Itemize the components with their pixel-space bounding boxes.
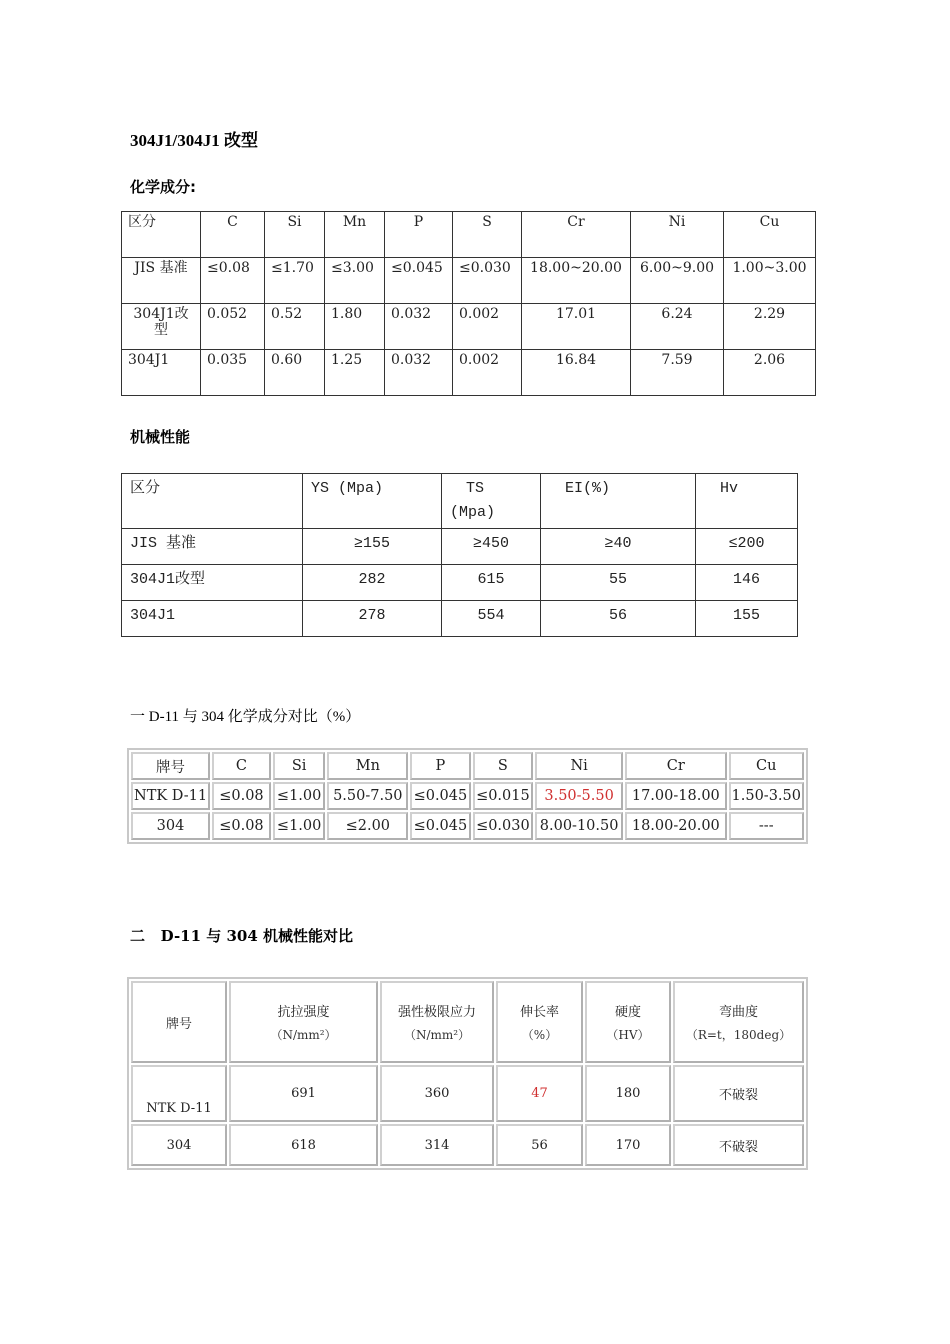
header-cell <box>496 981 583 1063</box>
header-cell: C <box>212 752 271 780</box>
table-cell: 56 <box>496 1124 583 1166</box>
row-label: 304J1改型 <box>122 304 201 350</box>
header-cell: Mn <box>325 212 385 258</box>
row-label: NTK D-11 <box>131 1065 227 1122</box>
table-cell: ≤0.030 <box>453 258 522 304</box>
table-cell: ≤1.00 <box>273 812 326 840</box>
table-cell: 1.50-3.50 <box>729 782 804 810</box>
table-cell: 0.052 <box>201 304 265 350</box>
table-cell: 278 <box>303 601 442 637</box>
table-cell: 17.00-18.00 <box>625 782 726 810</box>
table-cell: 0.60 <box>265 350 325 396</box>
table-cell: 1.80 <box>325 304 385 350</box>
table-row <box>122 601 798 637</box>
table-cell: ≤0.08 <box>212 782 271 810</box>
table-row <box>122 565 798 601</box>
table-cell: 0.035 <box>201 350 265 396</box>
table-cell: 17.01 <box>522 304 631 350</box>
table-header-row <box>122 474 798 529</box>
table-cell: 618 <box>229 1124 378 1166</box>
mech-section-heading: 机械性能 <box>130 428 191 446</box>
row-label: 304J1 <box>122 601 303 637</box>
header-cell: P <box>410 752 470 780</box>
table-cell: 8.00-10.50 <box>535 812 623 840</box>
table-cell: 6.00~9.00 <box>631 258 724 304</box>
table-cell: ≥40 <box>541 529 696 565</box>
table-cell: --- <box>729 812 804 840</box>
header-cell <box>673 981 804 1063</box>
header-unit: （N/mm²） <box>403 1028 471 1042</box>
table-cell: ≥155 <box>303 529 442 565</box>
header-cell: S <box>473 752 533 780</box>
table-row <box>131 1065 804 1122</box>
header-unit: （N/mm²） <box>270 1028 337 1042</box>
table-cell: 不破裂 <box>673 1124 804 1166</box>
header-label: 硬度 <box>614 1005 641 1020</box>
table-cell: 0.002 <box>453 350 522 396</box>
table-cell: 56 <box>541 601 696 637</box>
table-cell: 360 <box>380 1065 494 1122</box>
table-cell: 18.00-20.00 <box>625 812 726 840</box>
table-cell: 691 <box>229 1065 378 1122</box>
header-unit: （%） <box>521 1028 558 1042</box>
header-label: 抗拉强度 <box>277 1005 330 1020</box>
table-cell: ≤1.00 <box>273 782 326 810</box>
d11-304-mech-comparison-table <box>127 977 808 1170</box>
table-cell: 18.00~20.00 <box>522 258 631 304</box>
header-cell: YS (Mpa) <box>303 474 442 529</box>
table-cell: 7.59 <box>631 350 724 396</box>
header-cell <box>585 981 671 1063</box>
header-unit: （HV） <box>606 1028 650 1042</box>
row-label: JIS 基准 <box>122 258 201 304</box>
table-cell: ≤0.015 <box>473 782 533 810</box>
table-row <box>122 304 816 350</box>
header-label: 伸长率 <box>519 1005 559 1020</box>
header-cell: Hv <box>696 474 798 529</box>
header-cell: 区分 <box>122 474 303 529</box>
row-label: 304 <box>131 812 210 840</box>
table-cell: 170 <box>585 1124 671 1166</box>
header-cell: Ni <box>631 212 724 258</box>
chem-composition-table <box>121 211 816 396</box>
header-label: 牌号 <box>165 1016 192 1032</box>
table-cell: 0.52 <box>265 304 325 350</box>
table-cell: 282 <box>303 565 442 601</box>
table-cell: ≥450 <box>442 529 541 565</box>
header-cell: Si <box>273 752 326 780</box>
table-cell: ≤0.08 <box>212 812 271 840</box>
header-cell <box>229 981 378 1063</box>
header-cell: C <box>201 212 265 258</box>
document-title: 304J1/304J1 改型 <box>130 131 258 150</box>
table-cell: 554 <box>442 601 541 637</box>
table-cell: 1.25 <box>325 350 385 396</box>
table-cell: ≤1.70 <box>265 258 325 304</box>
table-cell: 16.84 <box>522 350 631 396</box>
header-cell: S <box>453 212 522 258</box>
ts-header-label: TS (Mpa) <box>450 480 496 521</box>
header-cell: Si <box>265 212 325 258</box>
table-cell: ≤0.08 <box>201 258 265 304</box>
table-cell: 5.50-7.50 <box>327 782 408 810</box>
table-cell: 615 <box>442 565 541 601</box>
header-cell <box>380 981 494 1063</box>
table-cell: 314 <box>380 1124 494 1166</box>
table-row <box>131 782 804 810</box>
chem-section-heading: 化学成分: <box>130 178 196 196</box>
table-row <box>131 1124 804 1166</box>
header-cell <box>442 474 541 529</box>
table-cell: 1.00~3.00 <box>724 258 816 304</box>
header-cell: Cr <box>625 752 726 780</box>
table-cell: 55 <box>541 565 696 601</box>
table-cell: ≤0.045 <box>410 812 470 840</box>
table-cell: ≤2.00 <box>327 812 408 840</box>
table-cell: ≤200 <box>696 529 798 565</box>
table-cell: 0.032 <box>385 350 453 396</box>
header-cell: Mn <box>327 752 408 780</box>
table-cell: 146 <box>696 565 798 601</box>
mechanical-properties-table <box>121 473 798 637</box>
compare-chem-heading: 一 D-11 与 304 化学成分对比（%） <box>130 709 361 725</box>
table-row <box>122 529 798 565</box>
highlighted-cell: 47 <box>496 1065 583 1122</box>
table-cell: 2.29 <box>724 304 816 350</box>
table-row <box>131 812 804 840</box>
header-label: 弯曲度 <box>718 1005 758 1020</box>
table-row <box>122 258 816 304</box>
table-cell: ≤0.045 <box>385 258 453 304</box>
row-label: 304J1改型 <box>122 565 303 601</box>
header-cell: Ni <box>535 752 623 780</box>
row-label: JIS 基准 <box>122 529 303 565</box>
header-cell: 区分 <box>122 212 201 258</box>
header-cell: Cu <box>724 212 816 258</box>
row-label: NTK D-11 <box>131 782 210 810</box>
highlighted-cell: 3.50-5.50 <box>535 782 623 810</box>
row-label: 304J1 <box>122 350 201 396</box>
table-cell: ≤0.045 <box>410 782 470 810</box>
header-cell: 牌号 <box>131 752 210 780</box>
table-cell: 180 <box>585 1065 671 1122</box>
table-cell: ≤3.00 <box>325 258 385 304</box>
header-label: 强性极限应力 <box>397 1005 476 1020</box>
table-cell: 不破裂 <box>673 1065 804 1122</box>
table-header-row <box>131 981 804 1063</box>
table-cell: 0.032 <box>385 304 453 350</box>
header-cell: P <box>385 212 453 258</box>
table-cell: ≤0.030 <box>473 812 533 840</box>
table-row <box>122 350 816 396</box>
d11-304-chem-comparison-table <box>127 748 808 844</box>
compare-mech-heading: 二 D-11 与 304 机械性能对比 <box>130 927 354 945</box>
header-cell: EI(%) <box>541 474 696 529</box>
header-cell: Cu <box>729 752 804 780</box>
header-cell: Cr <box>522 212 631 258</box>
table-cell: 0.002 <box>453 304 522 350</box>
table-header-row <box>131 752 804 780</box>
header-cell <box>131 981 227 1063</box>
table-cell: 2.06 <box>724 350 816 396</box>
table-header-row <box>122 212 816 258</box>
header-unit: （R=t，180deg） <box>685 1028 792 1042</box>
table-cell: 155 <box>696 601 798 637</box>
table-cell: 6.24 <box>631 304 724 350</box>
row-label: 304 <box>131 1124 227 1166</box>
